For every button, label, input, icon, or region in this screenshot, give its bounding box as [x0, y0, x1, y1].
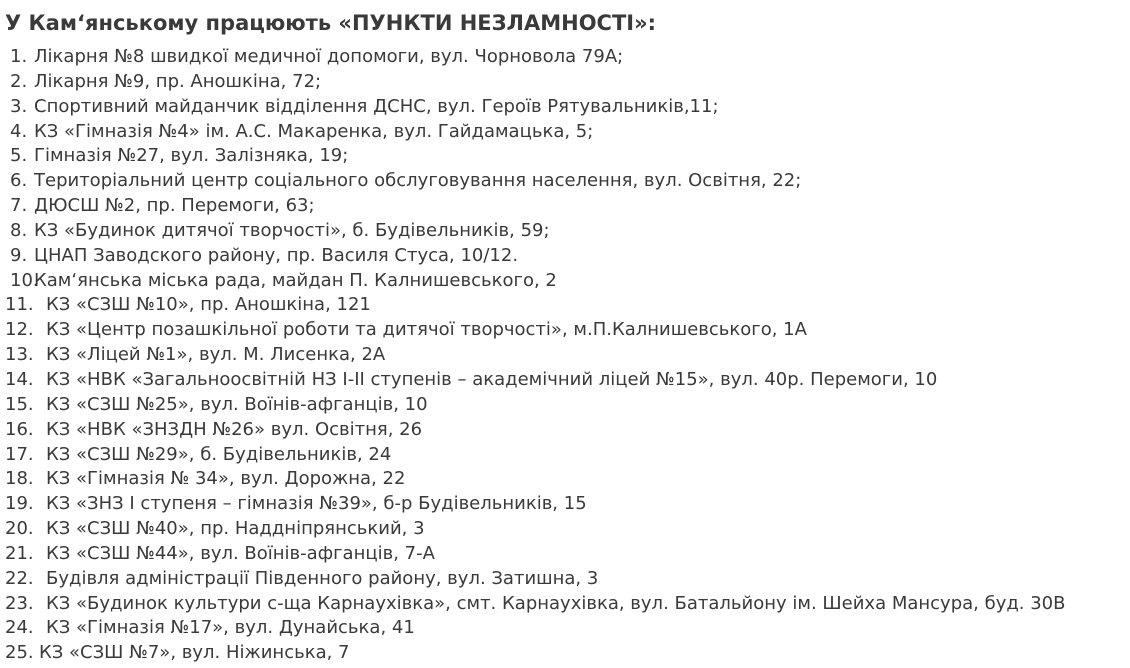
item-number: 18.	[5, 468, 34, 490]
item-text: КЗ «СЗШ №29», б. Будівельників, 24	[46, 443, 392, 465]
list-item	[0, 244, 1066, 269]
item-text: КЗ «Гімназія №17», вул. Дунайська, 41	[46, 617, 415, 639]
item-text: ЦНАП Заводского району, пр. Василя Стуса, 10/12.	[34, 244, 519, 266]
item-text: КЗ «НВК «ЗНЗДН №26» вул. Освітня, 26	[46, 418, 423, 440]
list-item	[0, 120, 1066, 145]
list-item	[0, 567, 1066, 592]
list-item	[0, 368, 1066, 393]
item-number: 3.	[10, 95, 28, 117]
list-item	[0, 70, 1066, 95]
item-text: ДЮСШ №2, пр. Перемоги, 63;	[34, 195, 315, 217]
item-text: Гімназія №27, вул. Залізняка, 19;	[34, 145, 349, 167]
item-number: 21.	[5, 542, 34, 564]
list-item	[0, 542, 1066, 567]
item-number: 8.	[10, 219, 28, 241]
item-number: 24.	[5, 617, 34, 639]
list-item	[0, 443, 1066, 468]
item-number: 10.	[10, 269, 39, 291]
item-text: Кам‘янська міська рада, майдан П. Калнишевського, 2	[34, 269, 557, 291]
item-text: КЗ «СЗШ №25», вул. Воїнів-афганців, 10	[46, 393, 428, 415]
list-item	[0, 144, 1066, 169]
item-number: 2.	[10, 70, 28, 92]
item-text: КЗ «Будинок культури с-ща Карнаухівка», смт. Карнаухівка, вул. Батальйону ім. Шейха Мансура, буд. 30В	[46, 592, 1066, 614]
list-item	[0, 616, 1066, 641]
item-text: КЗ «Гімназія №4» ім. А.С. Макаренка, вул. Гайдамацька, 5;	[34, 120, 594, 142]
item-number: 19.	[5, 493, 34, 515]
item-number: 4.	[10, 120, 28, 142]
list-item	[0, 169, 1066, 194]
resilience-points-list	[0, 45, 1066, 666]
list-item	[0, 194, 1066, 219]
item-text: КЗ «НВК «Загальноосвітній НЗ І-ІІ ступенів – академічний ліцей №15», вул. 40р. Перемоги, 10	[46, 368, 938, 390]
list-item	[0, 343, 1066, 368]
page-heading: У Кам‘янському працюють «ПУНКТИ НЕЗЛАМНОСТІ»:	[5, 11, 657, 35]
item-text: Лікарня №8 швидкої медичної допомоги, вул. Чорновола 79А;	[34, 46, 624, 67]
item-text: КЗ «Центр позашкільної роботи та дитячої творчості», м.П.Калнишевського, 1А	[46, 319, 807, 341]
item-number: 22.	[5, 567, 34, 589]
item-text: КЗ «СЗШ №10», пр. Аношкіна, 121	[46, 294, 371, 316]
item-text: Спортивний майданчик відділення ДСНС, вул. Героїв Рятувальників,11;	[34, 95, 719, 117]
item-text: КЗ «СЗШ №44», вул. Воїнів-афганців, 7-А	[46, 542, 435, 564]
item-text: КЗ «Гімназія № 34», вул. Дорожна, 22	[46, 468, 406, 490]
item-number: 6.	[10, 170, 28, 192]
list-item	[0, 641, 1066, 666]
list-item	[0, 467, 1066, 492]
list-item	[0, 269, 1066, 294]
list-item	[0, 393, 1066, 418]
list-item	[0, 293, 1066, 318]
list-item	[0, 95, 1066, 120]
item-number: 9.	[10, 244, 28, 266]
item-text: КЗ «ЗНЗ І ступеня – гімназія №39», б-р Будівельників, 15	[46, 493, 587, 515]
item-number: 23.	[5, 592, 34, 614]
item-number: 13.	[5, 344, 34, 366]
item-number: 11.	[5, 294, 34, 316]
item-number: 1.	[10, 46, 28, 67]
list-item	[0, 318, 1066, 343]
item-text: КЗ «Ліцей №1», вул. М. Лисенка, 2А	[46, 344, 386, 366]
item-number: 15.	[5, 393, 34, 415]
item-number: 5.	[10, 145, 28, 167]
item-text: Будівля адміністрації Південного району, вул. Затишна, 3	[46, 567, 599, 589]
list-item	[0, 45, 1066, 70]
item-text: КЗ «СЗШ №7», вул. Ніжинська, 7	[39, 642, 350, 664]
list-item	[0, 492, 1066, 517]
item-text: КЗ «Будинок дитячої творчості», б. Будівельників, 59;	[34, 219, 550, 241]
item-text: Лікарня №9, пр. Аношкіна, 72;	[34, 70, 322, 92]
list-item	[0, 517, 1066, 542]
list-item	[0, 592, 1066, 617]
item-text: КЗ «СЗШ №40», пр. Наддніпрянський, 3	[46, 518, 425, 540]
item-number: 12.	[5, 319, 34, 341]
item-number: 20.	[5, 518, 34, 540]
item-text: Територіальний центр соціального обслуговування населення, вул. Освітня, 22;	[34, 170, 802, 192]
list-item	[0, 219, 1066, 244]
list-item	[0, 418, 1066, 443]
item-number: 25.	[5, 642, 34, 664]
item-number: 17.	[5, 443, 34, 465]
item-number: 7.	[10, 195, 28, 217]
item-number: 14.	[5, 368, 34, 390]
item-number: 16.	[5, 418, 34, 440]
